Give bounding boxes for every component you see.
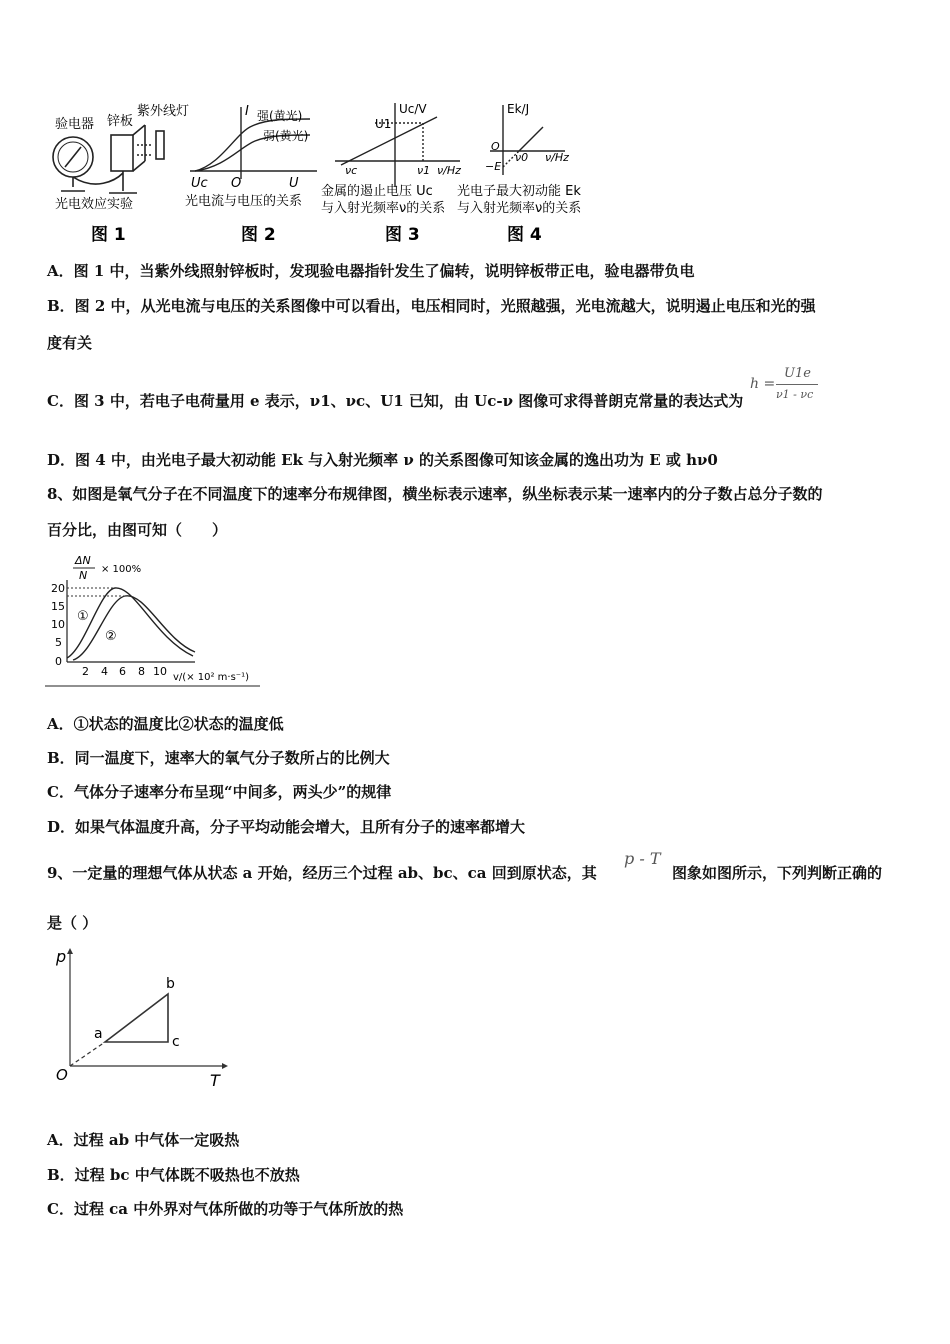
fig2-tick-uc: Uc bbox=[191, 176, 208, 191]
fig2-caption: 光电流与电压的关系 bbox=[185, 194, 303, 209]
formula-denominator: ν1 - νc bbox=[776, 388, 814, 401]
figure-strip-1-4 bbox=[45, 95, 605, 250]
q9-cycle-triangle bbox=[105, 994, 168, 1042]
q8-ytick: 5 bbox=[55, 636, 62, 649]
q8-curve-1-label: ① bbox=[77, 609, 89, 624]
fig1-caption: 光电效应实验 bbox=[55, 197, 134, 212]
fig4-caption-1: 光电子最大初动能 Ek bbox=[457, 184, 581, 199]
q9-stem-line1a: 9、一定量的理想气体从状态 a 开始，经历三个过程 ab、bc、ca 回到原状态，其 bbox=[47, 864, 597, 882]
q9-stem-line2: 是（ ） bbox=[47, 914, 98, 932]
q7-option-b-line2: 度有关 bbox=[47, 334, 93, 352]
fig4-title: 图 4 bbox=[507, 225, 542, 245]
fig2-label-strong: 强(黄光) bbox=[257, 109, 303, 123]
q9-axis-t: T bbox=[210, 1071, 220, 1090]
fig2-tick-u: U bbox=[289, 176, 299, 191]
fig4-tick-neg-e: −E bbox=[485, 160, 502, 173]
q8-ytick: 15 bbox=[51, 600, 65, 613]
formula-h: h = bbox=[750, 376, 776, 392]
q8-xtick: 10 bbox=[153, 665, 167, 678]
fig4-caption-2: 与入射光频率ν的关系 bbox=[457, 201, 582, 216]
fig1-label-uv-lamp: 紫外线灯 bbox=[137, 104, 190, 119]
fig1-title: 图 1 bbox=[91, 225, 126, 245]
q8-ytick: 20 bbox=[51, 582, 65, 595]
formula-bar bbox=[776, 384, 818, 385]
q9-pt-symbol: p - T bbox=[624, 849, 661, 868]
q9-axis-p: p bbox=[56, 947, 67, 966]
q8-xtick: 4 bbox=[101, 665, 108, 678]
q8-ytick: 10 bbox=[51, 618, 65, 631]
fig2-axis-i: I bbox=[245, 104, 249, 119]
q8-ytick: 0 bbox=[55, 655, 62, 668]
q8-option-d: D．如果气体温度升高，分子平均动能会增大，且所有分子的速率都增大 bbox=[47, 818, 526, 836]
q8-speed-distribution-chart bbox=[45, 548, 267, 690]
fig2-tick-o: O bbox=[231, 176, 242, 191]
q8-option-b: B．同一温度下，速率大的氧气分子数所占的比例大 bbox=[47, 749, 390, 767]
fig4-tick-o: O bbox=[491, 140, 500, 153]
fig4-axis-ek: Ek/J bbox=[507, 102, 530, 116]
fig1-electroscope-diagram bbox=[53, 125, 164, 193]
q8-stem-line1: 8、如图是氧气分子在不同温度下的速率分布规律图，横坐标表示速率，纵坐标表示某一速率内的分子数占总分子数的 bbox=[47, 485, 823, 503]
fig3-tick-v1: ν1 bbox=[417, 164, 431, 177]
fig3-tick-vc: νc bbox=[345, 164, 358, 177]
q8-stem-line2: 百分比，由图可知（ ） bbox=[47, 521, 228, 539]
fig3-caption-1: 金属的遏止电压 Uc bbox=[321, 184, 433, 199]
fig3-caption-2: 与入射光频率ν的关系 bbox=[321, 201, 446, 216]
fig3-title: 图 3 bbox=[385, 225, 420, 245]
q9-option-b: B．过程 bc 中气体既不吸热也不放热 bbox=[47, 1166, 300, 1184]
q8-xtick: 2 bbox=[82, 665, 89, 678]
q7-option-d: D．图 4 中，由光电子最大初动能 Ek 与入射光频率 ν 的关系图像可知该金属的逸出功为 E 或 hν0 bbox=[47, 451, 718, 469]
fig4-axis-x: ν/Hz bbox=[545, 151, 569, 164]
q8-xlabel: v/(× 10² m·s⁻¹) bbox=[173, 672, 249, 683]
q8-ylabel-suffix: × 100% bbox=[101, 564, 142, 575]
q8-xtick: 6 bbox=[119, 665, 126, 678]
q8-x-ticks bbox=[82, 665, 167, 678]
q8-xtick: 8 bbox=[138, 665, 145, 678]
q9-option-c: C．过程 ca 中外界对气体所做的功等于气体所放的热 bbox=[47, 1200, 404, 1218]
q9-pt-diagram bbox=[50, 942, 230, 1092]
fig2-label-weak: 弱(黄光) bbox=[263, 129, 309, 143]
fig2-title: 图 2 bbox=[241, 225, 276, 245]
fig3-axis-uc: Uc/V bbox=[399, 102, 427, 116]
q8-y-ticks bbox=[51, 582, 65, 668]
q9-state-b: b bbox=[166, 976, 175, 992]
q9-stem-line1b: 图象如图所示，下列判断正确的 bbox=[672, 864, 883, 882]
q8-curve-2 bbox=[73, 596, 195, 660]
q7-option-c: C．图 3 中，若电子电荷量用 e 表示，ν1、νc、U1 已知，由 Uc-ν 图像可求得普朗克常量的表达式为 bbox=[47, 392, 744, 410]
q8-option-c: C．气体分子速率分布呈现“中间多，两头少”的规律 bbox=[47, 783, 392, 801]
fig1-label-zinc-plate: 锌板 bbox=[107, 114, 134, 129]
q9-state-c: c bbox=[172, 1034, 180, 1050]
q8-ylabel-num: ΔN bbox=[75, 554, 91, 567]
q9-origin: O bbox=[56, 1066, 68, 1084]
fig1-label-electroscope: 验电器 bbox=[55, 117, 95, 132]
fig4-tick-v0: ν0 bbox=[515, 151, 529, 164]
fig3-axis-x: ν/Hz bbox=[437, 164, 461, 177]
q8-ylabel-den: N bbox=[79, 569, 88, 582]
q7-option-b-line1: B．图 2 中，从光电流与电压的关系图像中可以看出，电压相同时，光照越强，光电流越大，说明遏止电压和光的强 bbox=[47, 297, 816, 315]
q8-option-a: A．①状态的温度比②状态的温度低 bbox=[47, 715, 284, 733]
q7-option-a: A．图 1 中，当紫外线照射锌板时，发现验电器指针发生了偏转，说明锌板带正电，验电器带负电 bbox=[47, 262, 695, 280]
formula-numerator: U1e bbox=[784, 366, 811, 381]
fig3-tick-u1: U1 bbox=[375, 117, 392, 131]
q8-curve-2-label: ② bbox=[105, 629, 117, 644]
q9-state-a: a bbox=[94, 1026, 103, 1042]
q9-option-a: A．过程 ab 中气体一定吸热 bbox=[47, 1131, 240, 1149]
